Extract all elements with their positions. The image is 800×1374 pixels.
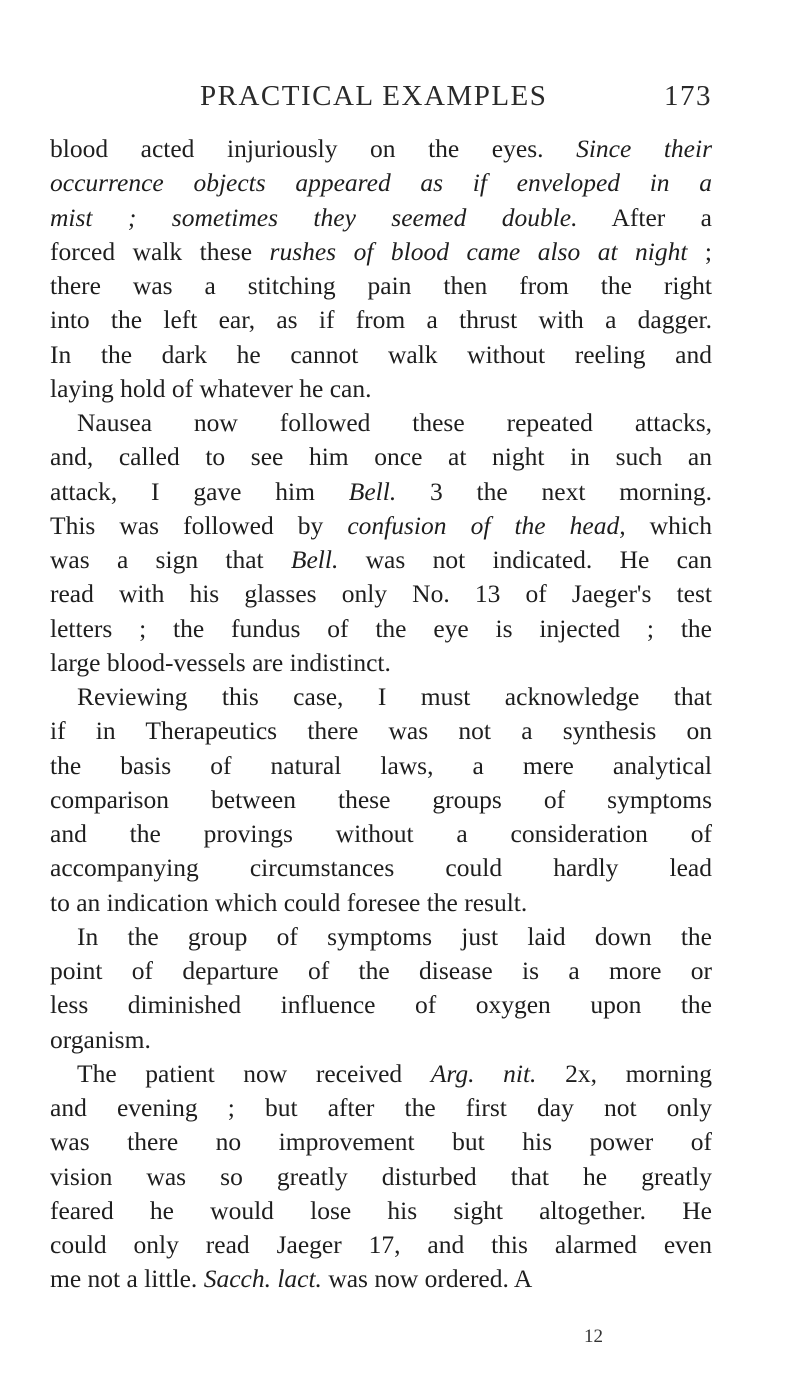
text-run: and the provings without a consideration of [50,819,712,848]
text-line [50,714,712,748]
text-run: accompanying circumstances could hardly lead [50,853,712,883]
text-run: In the dark he cannot walk without reeling and [50,339,712,369]
text-run: organism. [50,1024,151,1054]
text-run: letters ; the fundus of the eye is injected ; the [50,613,712,643]
text-line [50,954,712,988]
text-run: if in Therapeutics there was not a synthesis on [50,716,712,746]
text-run: and evening ; but after the first day not only [50,1093,712,1122]
text-run: could only read Jaeger 17, and this alarmed even [50,1230,712,1259]
text-run: laying hold of whatever he can. [50,373,372,403]
text-run: forced walk these [50,236,270,266]
text-line [50,851,712,885]
text-run: the basis of natural laws, a mere analytical [50,750,712,780]
text-line [50,577,712,611]
text-line [77,406,712,440]
text-run: Nausea now followed these repeated attacks, [77,408,712,437]
text-run: 2x, morning [536,1058,712,1088]
text-line [50,201,712,235]
text-line [50,817,712,851]
text-run: Reviewing this case, I must acknowledge that [77,682,712,711]
italic-run: Sacch. lact. [203,1264,322,1294]
running-title: PRACTICAL EXAMPLES [200,80,548,112]
text-line [50,1160,712,1194]
text-line [77,920,712,954]
text-line [50,440,712,474]
text-line [50,338,712,372]
text-run: point of departure of the disease is a more or [50,956,712,985]
text-run: and, called to see him once at night in such an [50,442,712,472]
text-run: large blood-vessels are indistinct. [50,647,391,677]
text-run: me not a little. [50,1264,204,1294]
running-head [200,80,712,120]
text-line [50,132,712,166]
text-line [50,269,712,303]
signature-mark: 12 [584,1326,603,1347]
text-run: The patient now received [77,1058,431,1088]
text-line [50,1091,712,1125]
text-line [50,1262,712,1296]
italic-run: rushes of blood came also at night [269,236,688,266]
text-line [50,372,712,406]
page-number: 173 [664,80,712,112]
text-run: was there no improvement but his power of [50,1127,712,1157]
text-run: ; [687,236,712,266]
text-run: After a [577,202,712,232]
text-line [50,166,712,200]
text-run: comparison between these groups of symptoms [50,784,712,814]
italic-run: Since their [576,134,713,163]
text-run: 3 the next morning. [396,476,712,506]
text-line [50,749,712,783]
text-run: attack, I gave him [50,476,349,506]
text-run: there was a stitching pain then from the right [50,271,712,300]
text-run: vision was so greatly disturbed that he greatly [50,1161,712,1191]
text-run: to an indication which could foresee the result. [50,887,528,917]
text-line [50,1228,712,1262]
italic-run: Bell. [348,476,397,506]
text-run: less diminished influence of oxygen upon the [50,990,712,1020]
italic-run: confusion of the head, [347,510,626,540]
text-line [50,303,712,337]
text-run: feared he would lose his sight altogether. He [50,1195,712,1225]
text-line [77,1057,712,1091]
italic-run: Bell. [290,545,339,574]
text-line [50,886,712,920]
text-run: blood acted injuriously on the eyes. [50,134,577,163]
text-run: was now ordered. A [321,1264,533,1294]
text-run: was a sign that [50,545,291,574]
italic-run: occurrence objects appeared as if enveloped in a [50,168,712,198]
text-line [50,475,712,509]
text-line [50,1023,712,1057]
text-run: read with his glasses only No. 13 of Jaeger's test [50,579,712,609]
text-line [50,612,712,646]
text-line [50,1194,712,1228]
text-run: into the left ear, as if from a thrust with a dagger. [50,305,712,335]
text-line [50,783,712,817]
text-run: In the group of symptoms just laid down the [77,921,712,951]
text-line [50,988,712,1022]
text-run: which [625,510,712,540]
italic-run: Arg. nit. [430,1058,537,1088]
text-line [50,235,712,269]
text-line [50,543,712,577]
text-line [50,509,712,543]
italic-run: mist ; sometimes they seemed double. [50,202,578,232]
text-run: This was followed by [50,510,348,540]
text-line [50,646,712,680]
text-line [50,1125,712,1159]
text-line [77,680,712,714]
text-run: was not indicated. He can [338,545,712,574]
